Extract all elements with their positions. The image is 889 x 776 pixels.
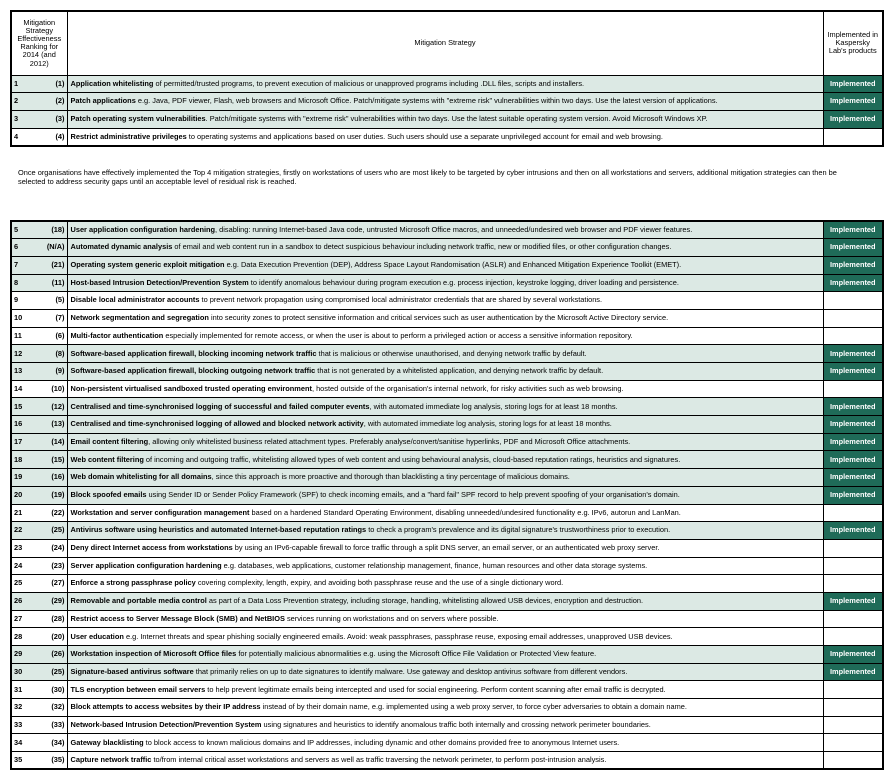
header-rank: Mitigation Strategy Effectiveness Ranking for 2014 (and 2012)	[11, 11, 67, 75]
rank-2014: 18	[14, 454, 23, 464]
strategy-cell	[67, 469, 823, 487]
rank-cell	[11, 646, 67, 664]
rank-2012: (6)	[55, 330, 65, 340]
strategy-cell	[67, 575, 823, 593]
strategy-description: to operating systems and applications based on user duties. Such users should use a separate unprivileged account for email and web browsing.	[186, 131, 663, 141]
rank-cell	[11, 416, 67, 434]
rank-2014: 28	[14, 631, 23, 641]
implemented-cell: Implemented	[823, 256, 883, 274]
strategy-name: Deny direct Internet access from workstations	[70, 543, 233, 553]
implemented-cell	[823, 681, 883, 699]
rank-cell	[11, 345, 67, 363]
strategy-name: Application whitelisting	[70, 78, 154, 88]
strategy-name: Removable and portable media control	[70, 596, 207, 606]
rank-2012: (24)	[51, 543, 65, 553]
table-row	[11, 416, 883, 434]
rank-2012: (35)	[51, 755, 65, 765]
rank-cell	[11, 309, 67, 327]
table-row	[11, 469, 883, 487]
rank-2014: 4	[14, 131, 19, 141]
table-row	[11, 752, 883, 770]
rank-cell	[11, 110, 67, 128]
rank-2014: 16	[14, 419, 23, 429]
rank-2012: (11)	[51, 277, 65, 287]
implemented-cell: Implemented	[823, 221, 883, 239]
strategy-cell	[67, 380, 823, 398]
rank-cell	[11, 592, 67, 610]
strategy-description: to identify anomalous behaviour during program execution e.g. process injection, keystroke logging, driver loading and persistence.	[248, 277, 679, 287]
rank-2014: 3	[14, 114, 19, 124]
strategy-description: for potentially malicious abnormalities e.g. using the Microsoft Office File Validation or Protected View feature.	[236, 649, 597, 659]
strategy-cell	[67, 699, 823, 717]
rank-cell	[11, 522, 67, 540]
rank-cell	[11, 274, 67, 292]
strategy-name: Patch operating system vulnerabilities	[70, 114, 206, 124]
rank-2014: 14	[14, 383, 23, 393]
strategy-cell	[67, 522, 823, 540]
implemented-cell	[823, 716, 883, 734]
implemented-cell	[823, 628, 883, 646]
implemented-cell	[823, 327, 883, 345]
rank-cell	[11, 504, 67, 522]
rank-2014: 31	[14, 684, 23, 694]
strategy-description: . Patch/mitigate systems with "extreme risk" vulnerabilities within two days. Use the latest suitable operating system version. Avoid Microsoft Windows XP.	[205, 114, 708, 124]
table-row	[11, 592, 883, 610]
strategy-description: , allowing only whitelisted business related attachment types. Preferably analyse/convert/sanitise hyperlinks, PDF and Microsoft Office attachments.	[148, 436, 631, 446]
rank-2014: 33	[14, 719, 23, 729]
implemented-cell: Implemented	[823, 486, 883, 504]
table-row	[11, 110, 883, 128]
rank-2014: 2	[14, 96, 19, 106]
top-mitigation-table	[10, 10, 884, 147]
rank-2012: (3)	[55, 114, 65, 124]
table-row	[11, 309, 883, 327]
implemented-cell: Implemented	[823, 469, 883, 487]
rank-2014: 1	[14, 78, 19, 88]
rank-cell	[11, 380, 67, 398]
strategy-description: to block access to known malicious domains and IP addresses, including dynamic and other domains provided free to anonymous Internet users.	[143, 737, 620, 747]
table-row	[11, 292, 883, 310]
table-row	[11, 504, 883, 522]
strategy-description: to prevent network propagation using compromised local administrator credentials that are shared by several workstations.	[199, 295, 603, 305]
strategy-name: Gateway blacklisting	[70, 737, 144, 747]
strategy-description: of incoming and outgoing traffic, whitelisting allowed types of web content and using behavioural analysis, cloud-based reputation ratings, heuristics and signatures.	[143, 454, 681, 464]
rank-2014: 11	[14, 330, 22, 340]
implemented-cell	[823, 699, 883, 717]
strategy-cell	[67, 646, 823, 664]
strategy-description: , with automated immediate log analysis, storing logs for at least 18 months.	[369, 401, 618, 411]
strategy-name: User education	[70, 631, 124, 641]
rank-2014: 21	[14, 507, 23, 517]
strategy-description: services running on workstations and on servers where possible.	[284, 613, 499, 623]
strategy-cell	[67, 292, 823, 310]
rank-2012: (13)	[51, 419, 65, 429]
implemented-cell: Implemented	[823, 646, 883, 664]
strategy-cell	[67, 681, 823, 699]
strategy-name: Signature-based antivirus software	[70, 666, 194, 676]
table-row	[11, 663, 883, 681]
rank-2014: 35	[14, 755, 23, 765]
implemented-cell	[823, 380, 883, 398]
strategy-cell	[67, 128, 823, 146]
rank-2014: 6	[14, 242, 19, 252]
rank-cell	[11, 716, 67, 734]
rank-cell	[11, 610, 67, 628]
rank-2014: 32	[14, 702, 23, 712]
rank-2012: (15)	[51, 454, 65, 464]
strategy-name: Restrict administrative privileges	[70, 131, 187, 141]
rank-cell	[11, 292, 67, 310]
rank-2014: 29	[14, 649, 23, 659]
strategy-cell	[67, 309, 823, 327]
strategy-description: e.g. Internet threats and spear phishing socially engineered emails. Avoid: weak passphrases, passphrase reuse, exposing email addresses, unapproved USB devices.	[123, 631, 673, 641]
strategy-name: Restrict access to Server Message Block (SMB) and NetBIOS	[70, 613, 285, 623]
strategy-description: that is malicious or otherwise unauthorised, and denying network traffic by default.	[316, 348, 587, 358]
strategy-name: Software-based application firewall, blocking outgoing network traffic	[70, 366, 316, 376]
rank-2012: (25)	[51, 666, 65, 676]
rank-2012: (1)	[55, 78, 65, 88]
rank-2014: 24	[14, 560, 23, 570]
rank-2012: (18)	[51, 224, 65, 234]
strategy-name: Antivirus software using heuristics and automated Internet-based reputation ratings	[70, 525, 367, 535]
implemented-cell: Implemented	[823, 398, 883, 416]
strategy-description: as part of a Data Loss Prevention strategy, including storage, handling, whitelisting allowed USB devices, encryption and destruction.	[206, 596, 644, 606]
rank-2014: 22	[14, 525, 23, 535]
implemented-cell	[823, 539, 883, 557]
implemented-cell: Implemented	[823, 75, 883, 93]
implemented-cell: Implemented	[823, 363, 883, 381]
rank-2012: (33)	[51, 719, 65, 729]
strategy-cell	[67, 345, 823, 363]
strategy-description: of permitted/trusted programs, to prevent execution of malicious or unapproved programs including .DLL files, scripts and installers.	[153, 78, 585, 88]
table-row	[11, 522, 883, 540]
strategy-name: Network segmentation and segregation	[70, 313, 209, 323]
table-row	[11, 398, 883, 416]
rank-2014: 10	[14, 313, 23, 323]
strategy-cell	[67, 110, 823, 128]
strategy-name: Web content filtering	[70, 454, 144, 464]
strategy-cell	[67, 221, 823, 239]
rank-cell	[11, 256, 67, 274]
table-row	[11, 363, 883, 381]
strategy-description: , since this approach is more proactive and thorough than blacklisting a tiny percentage of malicious domains.	[211, 472, 570, 482]
strategy-description: that is not generated by a whitelisted application, and denying network traffic by default.	[315, 366, 604, 376]
table-row	[11, 239, 883, 257]
strategy-description: using signatures and heuristics to identify anomalous traffic both internally and crossing network perimeter boundaries.	[261, 719, 651, 729]
strategy-cell	[67, 398, 823, 416]
table-row	[11, 734, 883, 752]
strategy-name: Patch applications	[70, 96, 136, 106]
implemented-cell	[823, 575, 883, 593]
strategy-cell	[67, 363, 823, 381]
rank-cell	[11, 557, 67, 575]
strategy-name: Block spoofed emails	[70, 490, 147, 500]
strategy-name: User application configuration hardening	[70, 224, 216, 234]
table-row	[11, 681, 883, 699]
rank-cell	[11, 451, 67, 469]
strategy-name: Enforce a strong passphrase policy	[70, 578, 196, 588]
implemented-cell	[823, 752, 883, 770]
strategy-cell	[67, 734, 823, 752]
rank-2014: 15	[14, 401, 23, 411]
table-row	[11, 557, 883, 575]
rank-2014: 27	[14, 613, 23, 623]
strategy-name: Email content filtering	[70, 436, 149, 446]
table-row	[11, 433, 883, 451]
rank-cell	[11, 469, 67, 487]
strategy-cell	[67, 539, 823, 557]
implemented-cell	[823, 557, 883, 575]
strategy-name: Network-based Intrusion Detection/Prevention System	[70, 719, 262, 729]
rank-2014: 7	[14, 260, 19, 270]
table-row	[11, 716, 883, 734]
strategy-cell	[67, 716, 823, 734]
implemented-cell: Implemented	[823, 239, 883, 257]
rank-cell	[11, 75, 67, 93]
implemented-cell: Implemented	[823, 433, 883, 451]
rank-cell	[11, 128, 67, 146]
rank-2012: (N/A)	[46, 242, 65, 252]
rank-2012: (21)	[51, 260, 65, 270]
strategy-name: Workstation inspection of Microsoft Office files	[70, 649, 237, 659]
strategy-cell	[67, 93, 823, 111]
rank-2014: 9	[14, 295, 19, 305]
strategy-description: instead of by their domain name, e.g. implemented using a web proxy server, to force cyber adversaries to obtain a domain name.	[260, 702, 687, 712]
strategy-cell	[67, 451, 823, 469]
implemented-cell: Implemented	[823, 522, 883, 540]
implemented-cell	[823, 734, 883, 752]
table-row	[11, 128, 883, 146]
implemented-cell: Implemented	[823, 274, 883, 292]
implemented-cell: Implemented	[823, 110, 883, 128]
table-row	[11, 256, 883, 274]
strategy-description: that primarily relies on up to date signatures to identify malware. Use gateway and desktop antivirus software from different vendors.	[193, 666, 628, 676]
rank-2012: (26)	[51, 649, 65, 659]
rank-2012: (25)	[51, 525, 65, 535]
rank-2014: 23	[14, 543, 23, 553]
rank-2012: (19)	[51, 490, 65, 500]
rank-cell	[11, 221, 67, 239]
strategy-description: , disabling: running Internet-based Java code, untrusted Microsoft Office macros, and unneeded/undesired web browser and PDF viewer features.	[215, 224, 693, 234]
strategy-name: Workstation and server configuration management	[70, 507, 250, 517]
strategy-cell	[67, 433, 823, 451]
rank-2012: (28)	[51, 613, 65, 623]
rank-2014: 17	[14, 436, 23, 446]
strategy-name: Operating system generic exploit mitigation	[70, 260, 225, 270]
strategy-description: e.g. databases, web applications, customer relationship management, finance, human resources and other data storage systems.	[221, 560, 648, 570]
strategy-cell	[67, 557, 823, 575]
strategy-name: TLS encryption between email servers	[70, 684, 206, 694]
strategy-description: to/from internal critical asset workstations and servers as well as traffic traversing the network perimeter, to perform post-intrusion analysis.	[151, 755, 607, 765]
rank-cell	[11, 93, 67, 111]
strategy-name: Centralised and time-synchronised logging of allowed and blocked network activity	[70, 419, 364, 429]
rank-2014: 34	[14, 737, 23, 747]
rank-2014: 30	[14, 666, 23, 676]
strategy-name: Web domain whitelisting for all domains	[70, 472, 212, 482]
rank-2012: (32)	[51, 702, 65, 712]
table-row	[11, 539, 883, 557]
strategy-cell	[67, 274, 823, 292]
rank-2012: (34)	[51, 737, 65, 747]
rank-cell	[11, 663, 67, 681]
table-row	[11, 274, 883, 292]
rank-2014: 13	[14, 366, 23, 376]
strategy-name: Centralised and time-synchronised logging of successful and failed computer events	[70, 401, 370, 411]
table-row	[11, 75, 883, 93]
strategy-cell	[67, 327, 823, 345]
table-row	[11, 610, 883, 628]
strategy-name: Host-based Intrusion Detection/Prevention System	[70, 277, 249, 287]
rank-2012: (8)	[55, 348, 65, 358]
implemented-cell: Implemented	[823, 416, 883, 434]
table-row	[11, 380, 883, 398]
header-implemented: Implemented in Kaspersky Lab's products	[823, 11, 883, 75]
rank-2012: (20)	[51, 631, 65, 641]
implemented-cell	[823, 292, 883, 310]
rank-cell	[11, 681, 67, 699]
table-row	[11, 93, 883, 111]
strategy-description: , hosted outside of the organisation's internal network, for risky activities such as web browsing.	[311, 383, 624, 393]
rank-2012: (29)	[51, 596, 65, 606]
implemented-cell	[823, 610, 883, 628]
strategy-name: Block attempts to access websites by their IP address	[70, 702, 261, 712]
header-strategy: Mitigation Strategy	[67, 11, 823, 75]
rank-2012: (12)	[51, 401, 65, 411]
implemented-cell: Implemented	[823, 663, 883, 681]
rank-2014: 25	[14, 578, 23, 588]
table-row	[11, 451, 883, 469]
strategy-name: Server application configuration hardening	[70, 560, 222, 570]
table-row	[11, 628, 883, 646]
rank-cell	[11, 398, 67, 416]
strategy-description: using Sender ID or Sender Policy Framework (SPF) to check incoming emails, and a "hard fail" SPF record to help prevent spoofing of your organisation's domain.	[146, 490, 680, 500]
strategy-name: Software-based application firewall, blocking incoming network traffic	[70, 348, 317, 358]
rank-2012: (4)	[55, 131, 65, 141]
rank-2014: 19	[14, 472, 23, 482]
strategy-description: to help prevent legitimate emails being intercepted and used for social engineering. Perform content scanning after email traffic is decrypted.	[205, 684, 666, 694]
implemented-cell	[823, 309, 883, 327]
strategy-name: Capture network traffic	[70, 755, 152, 765]
strategy-name: Disable local administrator accounts	[70, 295, 200, 305]
rank-2014: 5	[14, 224, 19, 234]
rank-cell	[11, 239, 67, 257]
strategy-description: , with automated immediate log analysis, storing logs for at least 18 months.	[363, 419, 612, 429]
implemented-cell: Implemented	[823, 592, 883, 610]
rank-2012: (27)	[51, 578, 65, 588]
strategy-name: Multi-factor authentication	[70, 330, 164, 340]
implemented-cell: Implemented	[823, 345, 883, 363]
strategy-cell	[67, 256, 823, 274]
rank-2012: (23)	[51, 560, 65, 570]
table-row	[11, 699, 883, 717]
table-row	[11, 345, 883, 363]
bottom-table-body	[11, 221, 883, 769]
strategy-name: Non-persistent virtualised sandboxed trusted operating environment	[70, 383, 312, 393]
strategy-cell	[67, 663, 823, 681]
rank-cell	[11, 363, 67, 381]
implemented-cell: Implemented	[823, 451, 883, 469]
rank-2012: (14)	[51, 436, 65, 446]
strategy-description: of email and web content run in a sandbox to detect suspicious behaviour including network traffic, new or modified files, or other configuration changes.	[172, 242, 672, 252]
rank-cell	[11, 327, 67, 345]
implemented-cell	[823, 128, 883, 146]
rank-cell	[11, 486, 67, 504]
strategy-description: by using an IPv6-capable firewall to force traffic through a split DNS server, an email server, or an authenticated web proxy server.	[232, 543, 660, 553]
strategy-description: based on a hardened Standard Operating Environment, disabling unneeded/undesired functionality e.g. IPv6, autorun and LanMan.	[249, 507, 681, 517]
rank-2012: (10)	[51, 383, 65, 393]
table-row	[11, 646, 883, 664]
strategy-description: e.g. Data Execution Prevention (DEP), Address Space Layout Randomisation (ASLR) and Enhanced Mitigation Experience Toolkit (EMET).	[224, 260, 682, 270]
strategy-name: Automated dynamic analysis	[70, 242, 173, 252]
strategy-description: covering complexity, length, expiry, and avoiding both passphrase reuse and the use of a single dictionary word.	[195, 578, 564, 588]
strategy-description: to check a program's prevalence and its digital signature's trustworthiness prior to execution.	[366, 525, 671, 535]
rank-2014: 8	[14, 277, 19, 287]
top-table-body	[11, 75, 883, 146]
rank-2012: (9)	[55, 366, 65, 376]
strategy-cell	[67, 628, 823, 646]
rank-cell	[11, 575, 67, 593]
strategy-description: e.g. Java, PDF viewer, Flash, web browsers and Microsoft Office. Patch/mitigate systems with "extreme risk" vulnerabilities within two days. Use the latest version of applications.	[135, 96, 718, 106]
rank-cell	[11, 539, 67, 557]
rank-2012: (30)	[51, 684, 65, 694]
strategy-cell	[67, 416, 823, 434]
rank-cell	[11, 699, 67, 717]
strategy-cell	[67, 486, 823, 504]
additional-mitigation-table	[10, 220, 884, 770]
table-row	[11, 221, 883, 239]
rank-2014: 26	[14, 596, 23, 606]
strategy-cell	[67, 504, 823, 522]
strategy-description: especially implemented for remote access, or when the user is about to perform a privileged action or access a sensitive information repository.	[163, 330, 633, 340]
rank-2012: (2)	[55, 96, 65, 106]
table-row	[11, 327, 883, 345]
strategy-cell	[67, 592, 823, 610]
strategy-description: into security zones to protect sensitive information and critical services such as user authentication by the Microsoft Active Directory service.	[208, 313, 669, 323]
rank-cell	[11, 734, 67, 752]
rank-cell	[11, 433, 67, 451]
strategy-cell	[67, 752, 823, 770]
implemented-cell	[823, 504, 883, 522]
strategy-cell	[67, 610, 823, 628]
rank-2014: 12	[14, 348, 23, 358]
explanatory-note: Once organisations have effectively implemented the Top 4 mitigation strategies, firstly on workstations of users who are most likely to be targeted by cyber intrusions and then on all workstations and servers, additional mitigation strategies can then be selected to address security gaps until an acceptable level of residual risk is reached.	[18, 168, 837, 186]
rank-2012: (16)	[51, 472, 65, 482]
rank-cell	[11, 752, 67, 770]
strategy-cell	[67, 75, 823, 93]
table-row	[11, 575, 883, 593]
strategy-cell	[67, 239, 823, 257]
table-row	[11, 486, 883, 504]
rank-2012: (5)	[55, 295, 65, 305]
rank-2012: (22)	[51, 507, 65, 517]
rank-2012: (7)	[55, 313, 65, 323]
rank-2014: 20	[14, 490, 23, 500]
rank-cell	[11, 628, 67, 646]
implemented-cell: Implemented	[823, 93, 883, 111]
